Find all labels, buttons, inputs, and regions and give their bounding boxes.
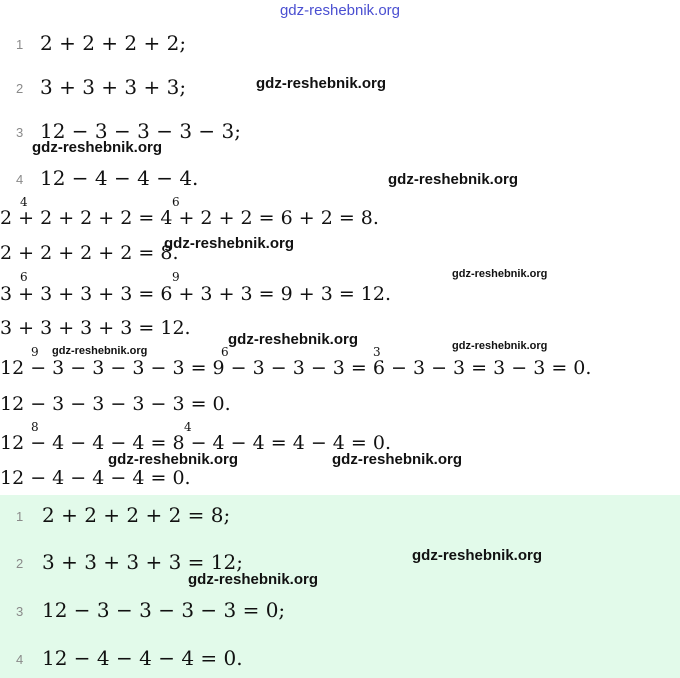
watermark: gdz-reshebnik.org (332, 451, 463, 468)
solution-line: 12 − 4 − 4 − 4 = 8 − 4 − 4 = 4 − 4 = 0. (0, 432, 392, 454)
task-expression: 12 − 3 − 3 − 3 − 3; (40, 119, 241, 143)
watermark: gdz-reshebnik.org (228, 331, 359, 348)
task-number: 2 (16, 81, 24, 96)
answer-number: 3 (16, 604, 24, 619)
task-number: 1 (16, 37, 24, 52)
watermark: gdz-reshebnik.org (452, 268, 548, 280)
answer-expression: 12 − 3 − 3 − 3 − 3 = 0; (42, 598, 286, 622)
watermark: gdz-reshebnik.org (412, 547, 543, 564)
answer-expression: 2 + 2 + 2 + 2 = 8; (42, 503, 231, 527)
solution-line: 2 + 2 + 2 + 2 = 4 + 2 + 2 = 6 + 2 = 8. (0, 207, 379, 229)
solution-line: 12 − 3 − 3 − 3 − 3 = 0. (0, 393, 231, 415)
answer-number: 2 (16, 556, 24, 571)
answer-number: 1 (16, 509, 24, 524)
watermark: gdz-reshebnik.org (164, 235, 295, 252)
watermark: gdz-reshebnik.org (452, 340, 548, 352)
watermark: gdz-reshebnik.org (32, 139, 163, 156)
intermediate-result: 3 (373, 345, 381, 359)
answer-panel (0, 495, 680, 678)
answer-number: 4 (16, 652, 24, 667)
task-expression: 2 + 2 + 2 + 2; (40, 31, 187, 55)
task-expression: 3 + 3 + 3 + 3; (40, 75, 187, 99)
intermediate-result: 6 (172, 195, 180, 209)
intermediate-result: 4 (184, 420, 192, 434)
solution-line: 2 + 2 + 2 + 2 = 8. (0, 242, 179, 264)
watermark: gdz-reshebnik.org (388, 171, 519, 188)
site-header[interactable]: gdz-reshebnik.org (279, 2, 401, 19)
watermark: gdz-reshebnik.org (188, 571, 319, 588)
intermediate-result: 6 (20, 270, 28, 284)
solution-line: 12 − 3 − 3 − 3 − 3 = 9 − 3 − 3 − 3 = 6 − 3 − 3 = 3 − 3 = 0. (0, 357, 592, 379)
intermediate-result: 9 (31, 345, 39, 359)
answer-expression: 12 − 4 − 4 − 4 = 0. (42, 646, 243, 670)
answer-expression: 3 + 3 + 3 + 3 = 12; (42, 550, 243, 574)
solution-line: 3 + 3 + 3 + 3 = 6 + 3 + 3 = 9 + 3 = 12. (0, 283, 392, 305)
solution-line: 3 + 3 + 3 + 3 = 12. (0, 317, 191, 339)
intermediate-result: 6 (221, 345, 229, 359)
task-number: 4 (16, 172, 24, 187)
intermediate-result: 8 (31, 420, 39, 434)
watermark: gdz-reshebnik.org (256, 75, 387, 92)
task-expression: 12 − 4 − 4 − 4. (40, 166, 199, 190)
solution-line: 12 − 4 − 4 − 4 = 0. (0, 467, 191, 489)
intermediate-result: 9 (172, 270, 180, 284)
task-number: 3 (16, 125, 24, 140)
watermark: gdz-reshebnik.org (52, 345, 148, 357)
intermediate-result: 4 (20, 195, 28, 209)
watermark: gdz-reshebnik.org (108, 451, 239, 468)
